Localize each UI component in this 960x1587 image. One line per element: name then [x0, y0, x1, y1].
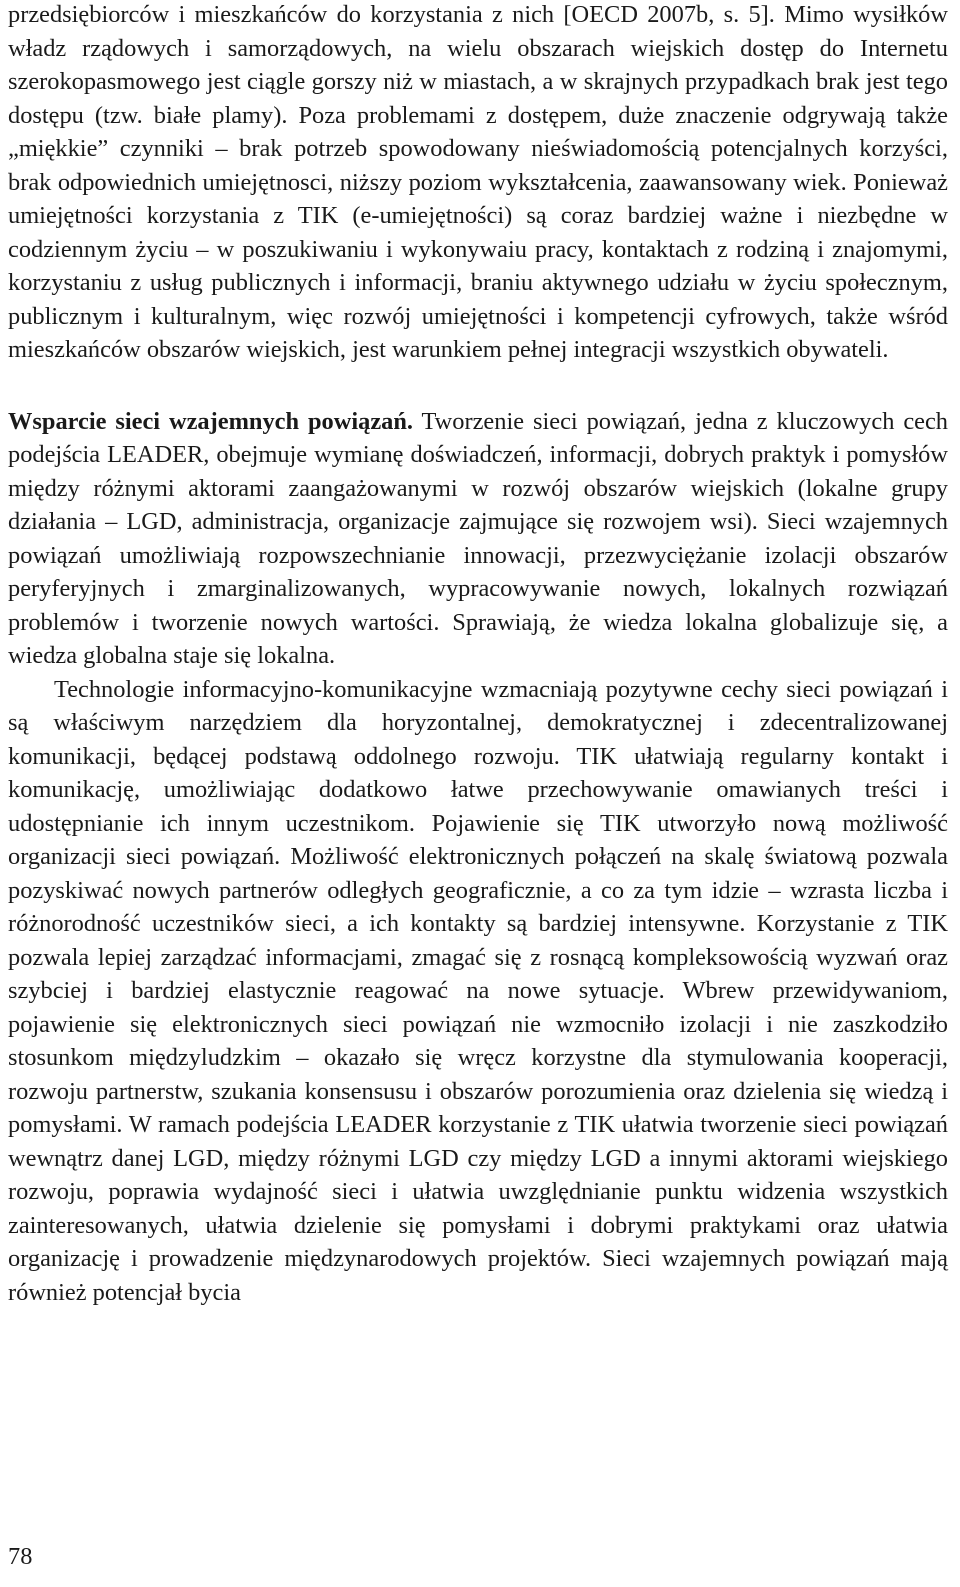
- paragraph-access-barriers: przedsiębiorców i mieszkańców do korzystania z nich [OECD 2007b, s. 5]. Mimo wysiłków władz rządowych i samorządowych, na wielu obszarach wiejskich dostęp do Internetu szerokopasmowego jest ciągle gorszy niż w miastach, a w skrajnych przypadkach brak jest tego dostępu (tzw. białe plamy). Poza problemami z dostępem, duże znaczenie odgrywają także „miękkie” czynniki – brak potrzeb spowodowany nieświadomością potencjalnych korzyści, brak odpowiednich umiejętnosci, niższy poziom wykształcenia, zaawansowany wiek. Ponieważ umiejętności korzystania z TIK (e-umiejętności) są coraz bardziej ważne i niezbędne w codziennym życiu – w poszukiwaniu i wykonywaiu pracy, kontaktach z rodziną i znajomymi, korzystaniu z usług publicznych i informacji, braniu aktywnego udziału w życiu społecznym, publicznym i kulturalnym, więc rozwój umiejętności i kompetencji cyfrowych, także wśród mieszkańców obszarów wiejskich, jest warunkiem pełnej integracji wszystkich obywateli.: [8, 1, 948, 363]
- section-heading: Wsparcie sieci wzajemnych powiązań.: [8, 407, 413, 435]
- page-number: 78: [8, 1543, 33, 1570]
- paragraph-network-support-body: Tworzenie sieci powiązań, jedna z kluczowych cech podejścia LEADER, obejmuje wymianę doświadczeń, informacji, dobrych praktyk i pomysłów między różnymi aktorami zaangażowanymi w rozwój obszarów wiejskich (lokalne grupy działania – LGD, administracja, organizacje zajmujące się rozwojem wsi). Sieci wzajemnych powiązań umożliwiają rozpowszechnianie innowacji, przezwyciężanie izolacji obszarów peryferyjnych i zmarginalizowanych, wypracowywanie nowych, lokalnych rozwiązań problemów i tworzenie nowych wartości. Sprawiają, że wiedza lokalna globalizuje się, a wiedza globalna staje się lokalna.: [8, 407, 948, 669]
- paragraph-network-support: [8, 405, 948, 673]
- paragraph-ict-networks: Technologie informacyjno-komunikacyjne wzmacniają pozytywne cechy sieci powiązań i są właściwym narzędziem dla horyzontalnej, demokratycznej i zdecentralizowanej komunikacji, będącej podstawą oddolnego rozwoju. TIK ułatwiają regularny kontakt i komunikację, umożliwiając dodatkowo łatwe przechowywanie omawianych treści i udostępnianie ich innym uczestnikom. Pojawienie się TIK utworzyło nową możliwość organizacji sieci powiązań. Możliwość elektronicznych połączeń na skalę światową pozwala pozyskiwać nowych partnerów odległych geograficznie, a co za tym idzie – wzrasta liczba i różnorodność uczestników sieci, a ich kontakty są bardziej intensywne. Korzystanie z TIK pozwala lepiej zarządzać informacjami, zmagać się z rosnącą kompleksowością wyzwań oraz szybciej i bardziej elastycznie reagować na nowe sytuacje. Wbrew przewidywaniom, pojawienie się elektronicznych sieci powiązań nie wzmocniło izolacji i nie zaszkodziło stosunkom międzyludzkim – okazało się wręcz korzystne dla stymulowania kooperacji, rozwoju partnerstw, szukania konsensusu i obszarów porozumienia oraz dzielenia się wiedzą i pomysłami. W ramach podejścia LEADER korzystanie z TIK ułatwia tworzenie sieci powiązań wewnątrz danej LGD, między różnymi LGD czy między LGD a innymi aktorami wiejskiego rozwoju, poprawia wydajność sieci i ułatwia uwzględnianie punktu widzenia wszystkich zainteresowanych, ułatwia dzielenie się pomysłami i dobrymi praktykami oraz ułatwia organizację i prowadzenie międzynarodowych projektów. Sieci wzajemnych powiązań mają również potencjał bycia: [8, 675, 948, 1306]
- document-page: [8, 0, 948, 1309]
